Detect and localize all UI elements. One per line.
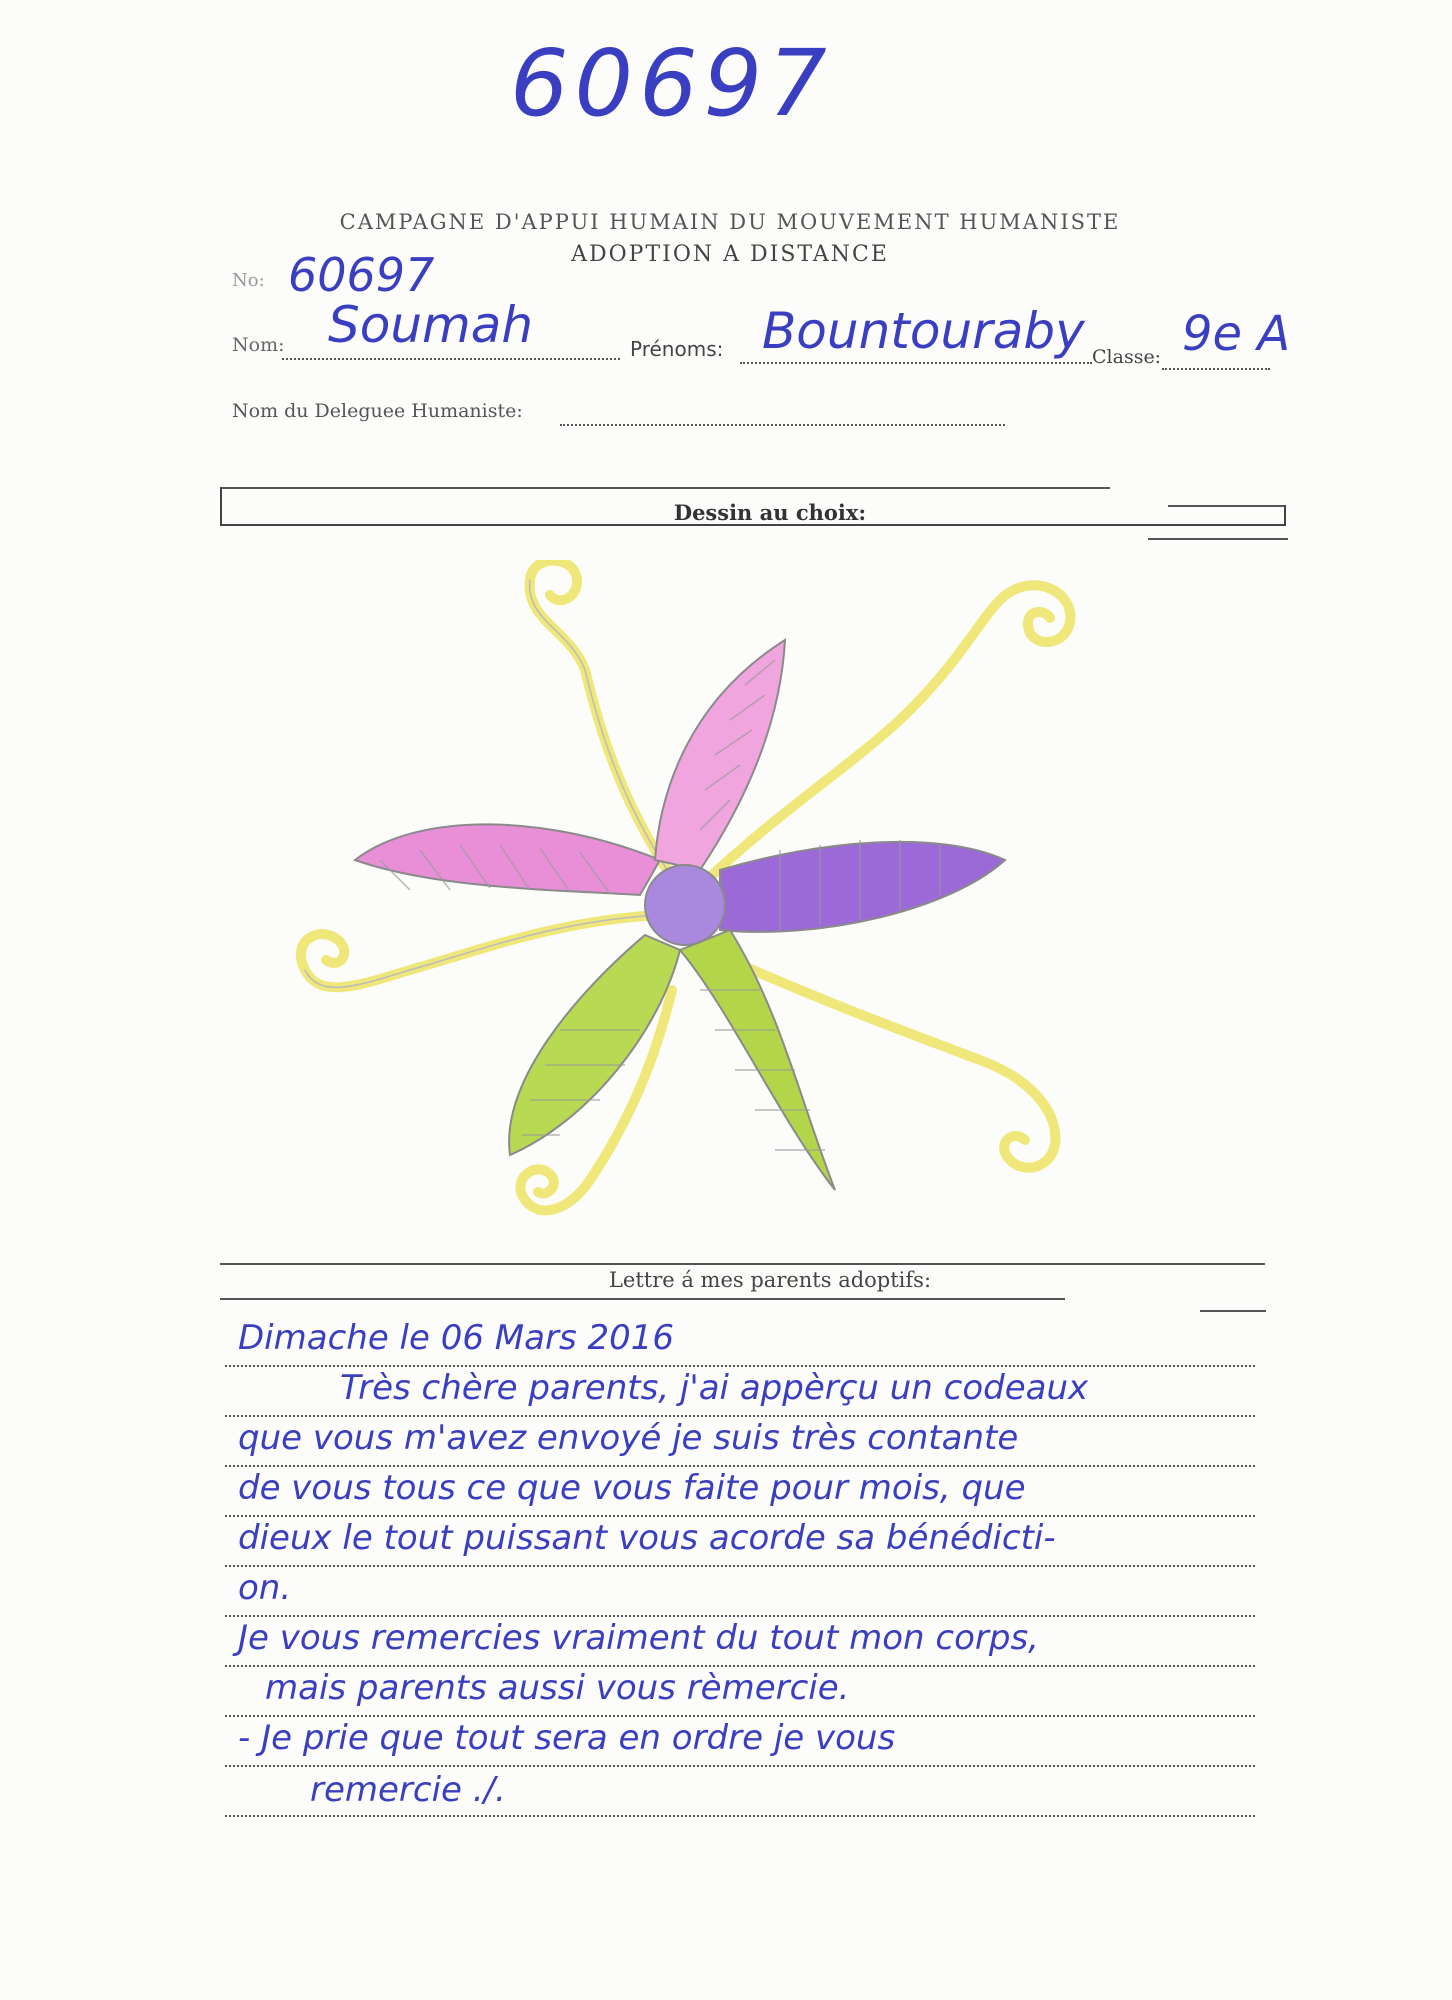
top-reference-number: 60697 (510, 30, 833, 137)
letter-line-10-rule (225, 1815, 1255, 1817)
letter-line-10: remercie ./. (310, 1770, 506, 1810)
prenoms-dotted-line (740, 362, 1092, 364)
letter-section-title: Lettre á mes parents adoptifs: (608, 1268, 932, 1292)
prenoms-label: Prénoms: (630, 337, 724, 361)
drawing-section-title: Dessin au choix: (673, 500, 867, 525)
letter-line-2-rule (225, 1415, 1255, 1417)
classe-value: 9e A (1182, 306, 1291, 362)
drawing-section-left-border (220, 487, 222, 524)
classe-label: Classe: (1092, 346, 1162, 368)
petal-purple-right (720, 842, 1005, 932)
delegue-label: Nom du Deleguee Humaniste: (232, 400, 523, 422)
delegue-dotted-line (560, 424, 1005, 426)
letter-line-5: dieux le tout puissant vous acorde sa bénédicti- (238, 1518, 1056, 1558)
letter-line-8-rule (225, 1715, 1255, 1717)
drawing-section-right-border (1284, 505, 1286, 524)
classe-dotted-line (1162, 368, 1270, 370)
letter-line-6: on. (238, 1568, 292, 1608)
flower-drawing (260, 560, 1120, 1260)
drawing-section-top-border-right (1168, 505, 1286, 507)
letter-line-3: que vous m'avez envoyé je suis très contante (238, 1418, 1019, 1458)
letter-section-underline-right (1200, 1310, 1266, 1312)
letter-line-9-rule (225, 1765, 1255, 1767)
letter-line-1-rule (225, 1365, 1255, 1367)
letter-line-6-rule (225, 1615, 1255, 1617)
petal-pink-top (655, 640, 785, 870)
letter-line-3-rule (225, 1465, 1255, 1467)
letter-line-1: Dimache le 06 Mars 2016 (238, 1318, 674, 1358)
letter-line-5-rule (225, 1565, 1255, 1567)
letter-line-7-rule (225, 1665, 1255, 1667)
letter-line-8: mais parents aussi vous rèmercie. (265, 1668, 850, 1708)
letter-line-4-rule (225, 1515, 1255, 1517)
letter-line-9: - Je prie que tout sera en ordre je vous (238, 1718, 896, 1758)
letter-section-top-border (220, 1263, 1265, 1265)
letter-line-7: Je vous remercies vraiment du tout mon corps, (238, 1618, 1039, 1658)
nom-value: Soumah (328, 296, 534, 354)
nom-label: Nom: (232, 334, 285, 356)
prenoms-value: Bountouraby (762, 302, 1085, 360)
letter-line-4: de vous tous ce que vous faite pour mois, que (238, 1468, 1026, 1508)
letter-section-underline (220, 1298, 1065, 1300)
nom-dotted-line (282, 358, 620, 360)
adoption-subtitle: ADOPTION A DISTANCE (571, 242, 889, 267)
flower-center (645, 865, 725, 945)
no-label: No: (232, 270, 265, 291)
campaign-title: CAMPAGNE D'APPUI HUMAIN DU MOUVEMENT HUMANISTE (339, 210, 1121, 234)
no-value: 60697 (288, 248, 435, 302)
letter-line-2: Très chère parents, j'ai appèrçu un codeaux (340, 1368, 1089, 1408)
drawing-section-underline (1148, 538, 1288, 540)
drawing-section-top-border (220, 487, 1110, 489)
petal-pink-left (355, 824, 660, 895)
